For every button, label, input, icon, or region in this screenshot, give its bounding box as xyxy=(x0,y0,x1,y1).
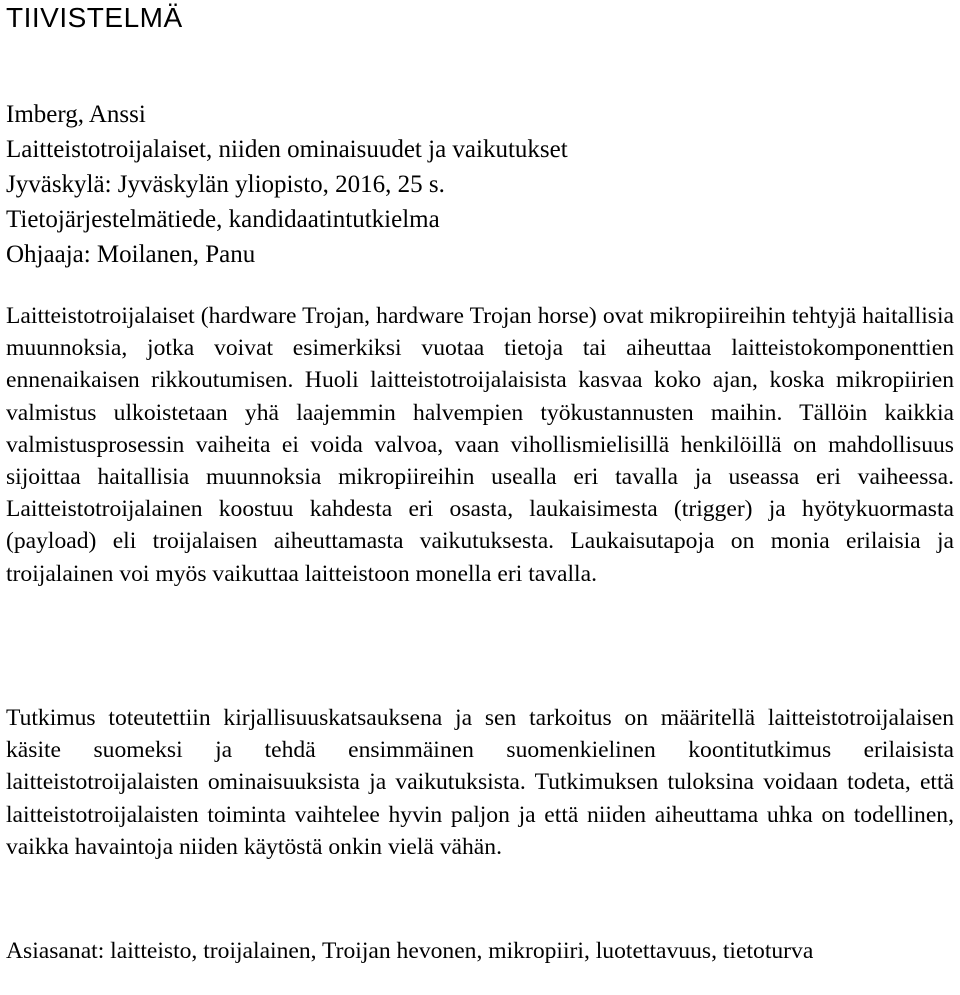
author-name: Imberg, Anssi xyxy=(6,101,146,128)
thesis-metadata xyxy=(6,97,568,272)
publisher-line: Jyväskylä: Jyväskylän yliopisto, 2016, 25 s. xyxy=(6,171,445,198)
supervisor-line: Ohjaaja: Moilanen, Panu xyxy=(6,241,256,268)
page-title: TIIVISTELMÄ xyxy=(6,2,183,33)
department-line: Tietojärjestelmätiede, kandidaatintutkielma xyxy=(6,206,440,233)
thesis-title: Laitteistotroijalaiset, niiden ominaisuudet ja vaikutukset xyxy=(6,136,568,163)
abstract-paragraph-2: Tutkimus toteutettiin kirjallisuuskatsauksena ja sen tarkoitus on määritellä laitteistotroijalaisen käsite suomeksi ja tehdä ensimmäinen suomenkielinen koontitutkimus erilaisista laitteistotroijalaisten ominaisuuksista ja vaikutuksista. Tutkimuksen tuloksina voidaan todeta, että laitteistotroijalaisten toiminta vaihtelee hyvin paljon ja että niiden aiheuttama uhka on todellinen, vaikka havaintoja niiden käytöstä onkin vielä vähän. xyxy=(6,705,954,860)
keywords-line: Asiasanat: laitteisto, troijalainen, Troijan hevonen, mikropiiri, luotettavuus, tietoturva xyxy=(6,938,814,964)
abstract-paragraph-1: Laitteistotroijalaiset (hardware Trojan, hardware Trojan horse) ovat mikropiireihin tehtyjä haitallisia muunnoksia, jotka voivat esimerkiksi vuotaa tietoja tai aiheuttaa laitteistokomponenttien ennenaikaisen rikkoutumisen. Huoli laitteistotroijalaisista kasvaa koko ajan, koska mikropiirien valmistus ulkoistetaan yhä laajemmin halvempien työkustannusten maihin. Tällöin kaikkia valmistusprosessin vaiheita ei voida valvoa, vaan vihollismielisillä henkilöillä on mahdollisuus sijoittaa haitallisia muunnoksia mikropiireihin usealla eri tavalla ja useassa eri vaiheessa. Laitteistotroijalainen koostuu kahdesta eri osasta, laukaisimesta (trigger) ja hyötykuormasta (payload) eli troijalaisen aiheuttamasta vaikutuksesta. Laukaisutapoja on monia erilaisia ja troijalainen voi myös vaikuttaa laitteistoon monella eri tavalla. xyxy=(6,303,954,587)
